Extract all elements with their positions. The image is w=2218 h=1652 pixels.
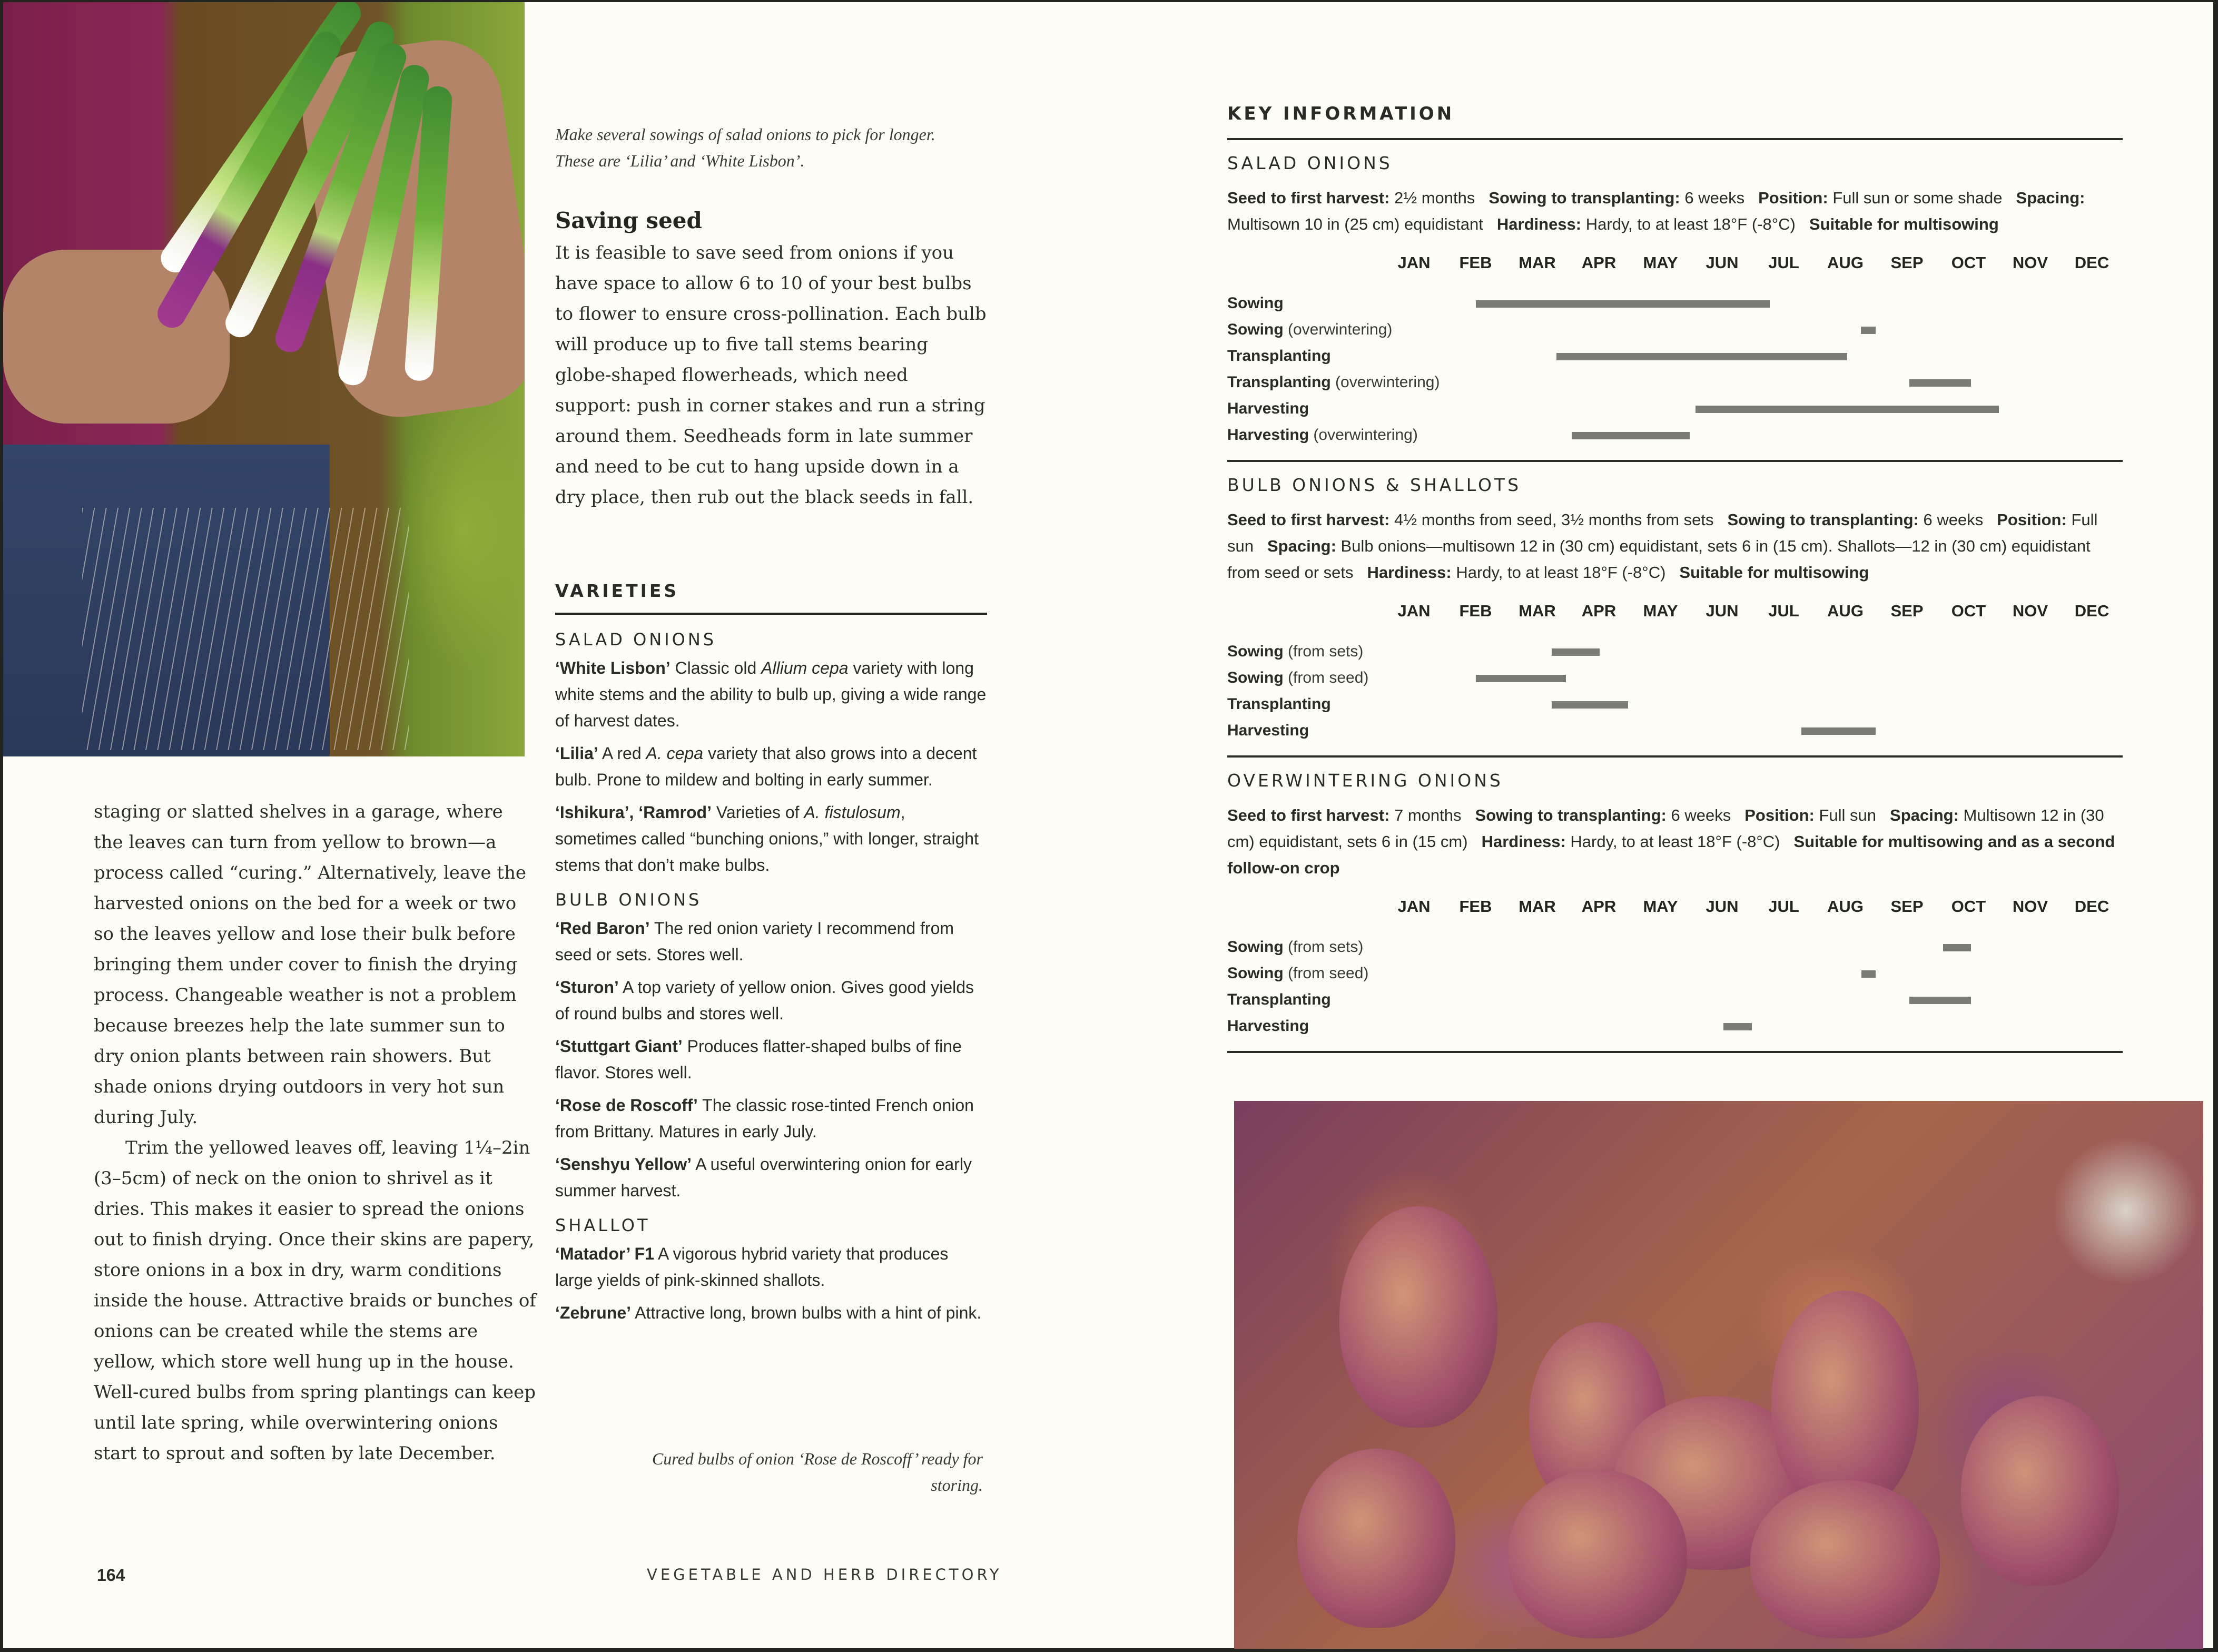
fact-value: 2½ months: [1394, 189, 1475, 207]
month-label: MAY: [1643, 897, 1678, 916]
fact-value: 6 weeks: [1684, 189, 1745, 207]
calendar-track: [1383, 345, 2126, 371]
fact-value: 6 weeks: [1923, 510, 1984, 529]
photo-onion-bulb: [1508, 1470, 1687, 1638]
task-name: Sowing: [1227, 965, 1284, 982]
task-name: Sowing: [1227, 938, 1284, 956]
task-name: Harvesting: [1227, 1017, 1309, 1035]
calendar-row: [1227, 936, 2123, 962]
variety-name: ‘White Lisbon’: [555, 658, 671, 677]
task-note: (overwintering): [1313, 426, 1418, 444]
salad-onions-photo: [3, 2, 525, 756]
month-label: JUN: [1706, 253, 1739, 272]
calendar-track: [1383, 962, 2126, 989]
month-label: AUG: [1827, 897, 1864, 916]
calendar-row-label: [1227, 321, 1392, 339]
period-bar: [1476, 300, 1770, 308]
page-number: 164: [97, 1566, 125, 1585]
task-name: Transplanting: [1227, 991, 1331, 1008]
period-bar: [1943, 944, 1971, 951]
month-label: JAN: [1397, 602, 1431, 620]
calendar-row: [1227, 989, 2123, 1015]
calendar-track: [1383, 292, 2126, 319]
variety-latin: A. fistulosum: [804, 803, 901, 822]
calendar-row-label: [1227, 722, 1309, 740]
task-name: Harvesting: [1227, 722, 1309, 739]
month-axis: [1383, 253, 2123, 279]
photo-onion-bulb: [1961, 1396, 2119, 1586]
calendar-track: [1383, 720, 2126, 746]
variety-item: [555, 799, 987, 878]
variety-desc: The classic rose-tinted French onion from Brittany. Matures in early July.: [555, 1096, 974, 1141]
variety-desc: A useful overwintering onion for early summer harvest.: [555, 1155, 972, 1200]
calendar-track: [1383, 641, 2126, 667]
varieties-rule: [555, 613, 987, 615]
task-name: Transplanting: [1227, 695, 1331, 713]
month-label: JUL: [1768, 602, 1799, 620]
variety-name: ‘Senshyu Yellow’: [555, 1155, 692, 1174]
variety-desc: Classic old: [675, 658, 762, 677]
fact-value: Full sun: [1819, 806, 1877, 824]
fact-value: Bulb onions—multisown 12 in (30 cm) equidistant, sets 6 in (15 cm). Shallots—12 in (30 cm) equidistant from seed or sets: [1227, 537, 2091, 582]
task-note: (overwintering): [1288, 321, 1393, 338]
month-label: JUN: [1706, 897, 1739, 916]
period-bar: [1909, 379, 1971, 387]
variety-group-title: SHALLOT: [555, 1215, 650, 1235]
variety-desc: Varieties of: [716, 803, 804, 822]
variety-latin: Allium cepa: [761, 658, 849, 677]
fact-label: Spacing:: [1890, 806, 1959, 824]
task-note: (overwintering): [1335, 373, 1440, 391]
sowing-calendar: [1227, 602, 2123, 746]
fact-label: Sowing to transplanting:: [1727, 510, 1919, 529]
varieties-heading: VARIETIES: [555, 581, 679, 601]
variety-desc: Attractive long, brown bulbs with a hint of pink.: [635, 1303, 982, 1322]
saving-seed-text: It is feasible to save seed from onions if you have space to allow 6 to 10 of your best bulbs to flower to ensure cross-pollination. Each bulb will produce up to five tall stems bearing globe-shaped flowerheads, which need support: push in corner stakes and run a string around them. Seedheads form in late summer and need to be cut to hang upside down in a dry place, then rub out the black seeds in fall.: [555, 242, 987, 508]
body-text-column: [94, 796, 536, 1469]
crop-facts: [1227, 507, 2123, 586]
photo-caption-top: Make several sowings of salad onions to pick for longer. These are ‘Lilia’ and ‘White Lisbon’.: [555, 125, 935, 170]
calendar-row-label: [1227, 965, 1368, 982]
variety-name: ‘Sturon’: [555, 978, 619, 997]
task-name: Sowing: [1227, 294, 1284, 312]
period-bar: [1572, 432, 1689, 439]
variety-item: [555, 740, 987, 793]
crop-section: [1227, 140, 2123, 450]
month-label: AUG: [1827, 253, 1864, 272]
variety-name: ‘Matador’ F1: [555, 1244, 654, 1263]
variety-name: ‘Rose de Roscoff’: [555, 1096, 698, 1115]
variety-desc: Produces flatter-shaped bulbs of fine flavor. Stores well.: [555, 1037, 962, 1082]
month-label: OCT: [1951, 897, 1986, 916]
calendar-row: [1227, 667, 2123, 693]
fact-value: 7 months: [1394, 806, 1462, 824]
fact-label: Suitable for multisowing: [1809, 215, 1999, 233]
fact-value: Multisown 12 in (30 cm) equidistant, sets 6 in (15 cm): [1227, 806, 2104, 851]
crop-title: SALAD ONIONS: [1227, 153, 1393, 173]
month-label: MAR: [1519, 253, 1556, 272]
fact-label: Seed to first harvest:: [1227, 189, 1390, 207]
month-label: APR: [1581, 897, 1616, 916]
task-name: Harvesting: [1227, 400, 1309, 417]
period-bar: [1556, 353, 1847, 360]
calendar-track: [1383, 424, 2126, 450]
month-label: JAN: [1397, 253, 1431, 272]
variety-desc: A red: [602, 744, 646, 763]
calendar-row-label: [1227, 347, 1331, 365]
calendar-track: [1383, 398, 2126, 424]
key-information-heading: KEY INFORMATION: [1227, 103, 1455, 124]
variety-item: [555, 1092, 987, 1145]
period-bar: [1476, 675, 1565, 682]
photo-onion-bulb: [1297, 1449, 1455, 1628]
month-label: SEP: [1890, 253, 1924, 272]
variety-desc-cont: variety that also grows into a decent bulb. Prone to mildew and bolting in early summer.: [555, 744, 977, 789]
crop-sections: [1227, 140, 2123, 1053]
month-label: FEB: [1459, 602, 1492, 620]
fact-value: Hardy, to at least 18°F (-8°C): [1570, 832, 1780, 851]
crop-section-rule: [1227, 1051, 2123, 1053]
running-footer: VEGETABLE AND HERB DIRECTORY: [647, 1566, 1002, 1584]
fact-label: Position:: [1997, 510, 2067, 529]
calendar-row-label: [1227, 669, 1368, 687]
calendar-row: [1227, 641, 2123, 667]
variety-desc: A vigorous hybrid variety that produces large yields of pink-skinned shallots.: [555, 1244, 949, 1290]
month-label: FEB: [1459, 253, 1492, 272]
photo-onion-bulb: [1339, 1206, 1497, 1428]
task-note: (from sets): [1288, 938, 1364, 956]
period-bar: [1552, 648, 1600, 656]
photo-onion-bulb: [1750, 1480, 1940, 1638]
month-label: JUL: [1768, 897, 1799, 916]
variety-item: [555, 1241, 987, 1293]
calendar-row: [1227, 693, 2123, 720]
calendar-row-label: [1227, 643, 1363, 661]
crop-title: BULB ONIONS & SHALLOTS: [1227, 475, 1522, 495]
variety-group-title: SALAD ONIONS: [555, 630, 717, 650]
month-label: NOV: [2012, 602, 2048, 620]
variety-item: [555, 974, 987, 1027]
photo-caption-bottom: Cured bulbs of onion ‘Rose de Roscoff’ ready for storing.: [652, 1449, 983, 1494]
variety-group: [555, 1215, 987, 1326]
calendar-row: [1227, 720, 2123, 746]
fact-value: Full sun: [1227, 510, 2098, 555]
fact-label: Position:: [1744, 806, 1815, 824]
fact-label: Suitable for multisowing: [1679, 563, 1869, 582]
fact-label: Hardiness:: [1496, 215, 1582, 233]
period-bar: [1861, 970, 1876, 978]
fact-label: Seed to first harvest:: [1227, 510, 1390, 529]
fact-value: Multisown 10 in (25 cm) equidistant: [1227, 215, 1483, 233]
month-label: MAY: [1643, 253, 1678, 272]
month-label: MAR: [1519, 897, 1556, 916]
variety-desc: A top variety of yellow onion. Gives good yields of round bulbs and stores well.: [555, 978, 974, 1023]
variety-item: [555, 1151, 987, 1204]
fact-label: Sowing to transplanting:: [1488, 189, 1680, 207]
month-label: FEB: [1459, 897, 1492, 916]
variety-name: ‘Stuttgart Giant’: [555, 1037, 683, 1056]
calendar-row: [1227, 398, 2123, 424]
calendar-row: [1227, 345, 2123, 371]
fact-label: Position:: [1758, 189, 1828, 207]
calendar-row-label: [1227, 1017, 1309, 1035]
calendar-row-label: [1227, 294, 1284, 312]
fact-label: Spacing:: [1267, 537, 1336, 555]
calendar-row-label: [1227, 938, 1363, 956]
task-note: (from seed): [1288, 669, 1369, 686]
variety-desc: The red onion variety I recommend from seed or sets. Stores well.: [555, 919, 954, 964]
saving-seed-section: [555, 208, 987, 513]
period-bar: [1861, 327, 1876, 334]
variety-item: [555, 915, 987, 968]
month-label: MAY: [1643, 602, 1678, 620]
month-label: NOV: [2012, 253, 2048, 272]
variety-desc-cont: variety with long white stems and the ability to bulb up, giving a wide range of harvest dates.: [555, 658, 987, 730]
month-label: MAR: [1519, 602, 1556, 620]
variety-group: [555, 630, 987, 878]
calendar-row-label: [1227, 695, 1331, 713]
calendar-track: [1383, 1015, 2126, 1041]
variety-name: ‘Red Baron’: [555, 919, 650, 938]
task-name: Sowing: [1227, 321, 1284, 338]
crop-facts: [1227, 185, 2123, 238]
task-name: Sowing: [1227, 643, 1284, 660]
calendar-row: [1227, 292, 2123, 319]
calendar-track: [1383, 693, 2126, 720]
calendar-row: [1227, 1015, 2123, 1041]
calendar-track: [1383, 371, 2126, 398]
saving-seed-heading: Saving seed: [555, 208, 702, 233]
month-label: JUL: [1768, 253, 1799, 272]
month-label: OCT: [1951, 602, 1986, 620]
month-label: DEC: [2074, 897, 2109, 916]
left-page: [3, 2, 1230, 1648]
month-label: DEC: [2074, 602, 2109, 620]
month-label: NOV: [2012, 897, 2048, 916]
month-label: DEC: [2074, 253, 2109, 272]
variety-groups: [555, 630, 987, 1326]
period-bar: [1909, 997, 1971, 1004]
variety-item: [555, 1300, 987, 1326]
calendar-row: [1227, 319, 2123, 345]
cured-onions-photo: [1234, 1101, 2203, 1649]
month-label: APR: [1581, 253, 1616, 272]
month-label: APR: [1581, 602, 1616, 620]
fact-value: 4½ months from seed, 3½ months from sets: [1394, 510, 1714, 529]
fact-label: Hardiness:: [1481, 832, 1566, 851]
fact-value: Hardy, to at least 18°F (-8°C): [1456, 563, 1666, 582]
photo-onion-bulb: [1771, 1291, 1919, 1512]
variety-group-title: BULB ONIONS: [555, 890, 702, 910]
variety-item: [555, 1033, 987, 1086]
task-note: (from seed): [1288, 965, 1369, 982]
month-axis: [1383, 897, 2123, 922]
fact-label: Spacing:: [2016, 189, 2085, 207]
task-note: (from sets): [1288, 643, 1364, 660]
variety-group: [555, 890, 987, 1204]
calendar-row: [1227, 424, 2123, 450]
task-name: Transplanting: [1227, 347, 1331, 365]
fact-value: 6 weeks: [1671, 806, 1731, 824]
variety-item: [555, 655, 987, 734]
variety-desc-cont: , sometimes called “bunching onions,” with longer, straight stems that don’t make bulbs.: [555, 803, 979, 874]
variety-name: ‘Lilia’: [555, 744, 598, 763]
period-bar: [1552, 701, 1629, 709]
crop-section: [1227, 758, 2123, 1041]
calendar-row-label: [1227, 991, 1331, 1009]
varieties-section: [555, 581, 987, 1338]
calendar-row: [1227, 371, 2123, 398]
calendar-track: [1383, 936, 2126, 962]
fact-value: Hardy, to at least 18°F (-8°C): [1585, 215, 1796, 233]
calendar-track: [1383, 667, 2126, 693]
body-paragraph: staging or slatted shelves in a garage, where the leaves can turn from yellow to brown—a process called “curing.” Alternatively, leave the harvested onions on the bed for a week or two so the leaves yellow and lose their bulk before bringing them under cover to finish the drying process. Changeable weather is not a problem because breezes help the late summer sun to dry onion plants between rain showers. But shade onions drying outdoors in very hot sun during July.: [94, 801, 526, 1128]
key-information-panel: [1227, 103, 2123, 1053]
crop-facts: [1227, 802, 2123, 881]
fact-value: Full sun or some shade: [1832, 189, 2003, 207]
fact-label: Hardiness:: [1367, 563, 1452, 582]
calendar-track: [1383, 319, 2126, 345]
calendar-track: [1383, 989, 2126, 1015]
crop-title: OVERWINTERING ONIONS: [1227, 770, 1503, 791]
variety-name: ‘Ishikura’, ‘Ramrod’: [555, 803, 712, 822]
sowing-calendar: [1227, 253, 2123, 450]
fact-label: Seed to first harvest:: [1227, 806, 1390, 824]
body-paragraph: Trim the yellowed leaves off, leaving 1¼–2in (3–5cm) of neck on the onion to shrivel as it dries. This makes it easier to spread the onions out to finish drying. Once their skins are papery, store onions in a box in dry, warm conditions inside the house. Attractive braids or bunches of onions can be created while the stems are yellow, which store well hung up in the house. Well-cured bulbs from spring plantings can keep until late spring, while overwintering onions start to sprout and soften by late December.: [94, 1137, 536, 1464]
month-label: OCT: [1951, 253, 1986, 272]
month-label: SEP: [1890, 897, 1924, 916]
month-label: AUG: [1827, 602, 1864, 620]
calendar-row: [1227, 962, 2123, 989]
photo-onion-roots: [82, 508, 409, 750]
variety-latin: A. cepa: [646, 744, 704, 763]
task-name: Harvesting: [1227, 426, 1309, 444]
period-bar: [1695, 406, 1999, 413]
period-bar: [1723, 1023, 1752, 1030]
sowing-calendar: [1227, 897, 2123, 1041]
month-label: JUN: [1706, 602, 1739, 620]
month-axis: [1383, 602, 2123, 627]
fact-label: Sowing to transplanting:: [1475, 806, 1667, 824]
calendar-row-label: [1227, 400, 1309, 418]
month-label: SEP: [1890, 602, 1924, 620]
variety-name: ‘Zebrune’: [555, 1303, 632, 1322]
task-name: Sowing: [1227, 669, 1284, 686]
crop-section: [1227, 462, 2123, 746]
month-label: JAN: [1397, 897, 1431, 916]
task-name: Transplanting: [1227, 373, 1331, 391]
fact-label: Suitable for multisowing and as a second follow-on crop: [1227, 832, 2115, 877]
period-bar: [1801, 727, 1876, 735]
